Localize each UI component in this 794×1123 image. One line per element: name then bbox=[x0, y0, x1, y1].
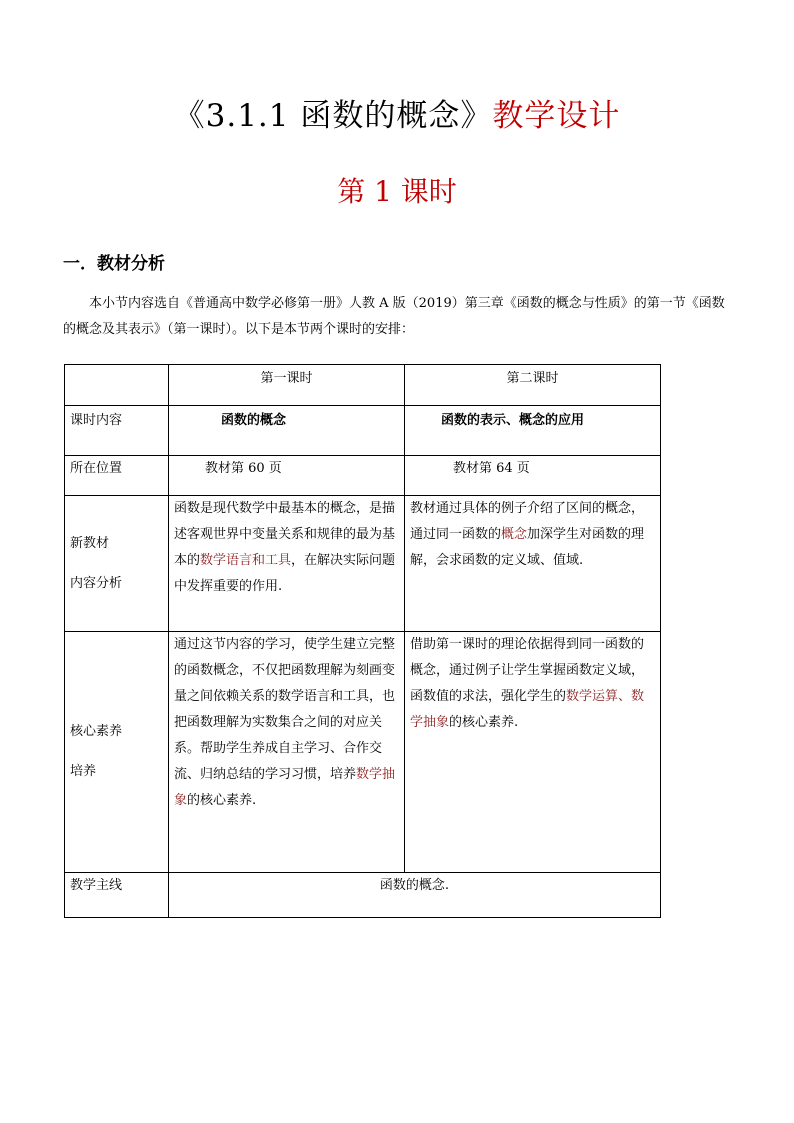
table-row-position bbox=[65, 456, 661, 496]
row-label-position: 所在位置 bbox=[65, 456, 169, 496]
literacy-1-highlight: 数学抽象 bbox=[174, 767, 396, 808]
cell-analysis-lesson-1 bbox=[169, 496, 405, 632]
cell-literacy-lesson-2 bbox=[405, 632, 661, 873]
intro-paragraph: 本小节内容选自《普通高中数学必修第一册》人教 A 版（2019）第三章《函数的概念与性质》的第一节《函数的概念及其表示》（第一课时）。以下是本节两个课时的安排： bbox=[63, 296, 725, 337]
row-label-analysis bbox=[65, 496, 169, 632]
header-cell-lesson-1: 第一课时 bbox=[169, 365, 405, 406]
lesson-table bbox=[64, 364, 661, 918]
cell-position-lesson-1: 教材第 60 页 bbox=[169, 456, 405, 496]
cell-analysis-lesson-2 bbox=[405, 496, 661, 632]
analysis-1-text: 函数是现代数学中最基本的概念，是描述客观世界中变量关系和规律的最为基本的 bbox=[174, 501, 396, 568]
cell-mainline: 函数的概念. bbox=[169, 873, 661, 918]
title-accent: 教学设计 bbox=[492, 98, 621, 134]
analysis-2-text-end: 加深学生对函数的理解，会求函数的定义域、值域. bbox=[410, 527, 645, 568]
analysis-2-highlight: 概念 bbox=[501, 527, 528, 542]
row-label-content: 课时内容 bbox=[65, 406, 169, 456]
literacy-2-text: 借助第一课时的理论依据得到同一函数的概念，通过例子让学生掌握函数定义域，函数值的求法，强化学生的 bbox=[410, 637, 645, 704]
table-row-analysis bbox=[65, 496, 661, 632]
table-header-row bbox=[65, 365, 661, 406]
document-subtitle: 第 1 课时 bbox=[337, 175, 457, 208]
section-heading: 一．教材分析 bbox=[63, 254, 165, 274]
header-cell-empty bbox=[65, 365, 169, 406]
table-row-content bbox=[65, 406, 661, 456]
cell-content-lesson-2: 函数的表示、概念的应用 bbox=[405, 406, 661, 456]
literacy-2-text-end: 的核心素养. bbox=[449, 715, 519, 730]
row-label-analysis-line2: 内容分析 bbox=[70, 575, 123, 591]
cell-content-lesson-1: 函数的概念 bbox=[169, 406, 405, 456]
literacy-1-text-end: 的核心素养. bbox=[187, 793, 257, 808]
table-row-mainline bbox=[65, 873, 661, 918]
title-main: 《3.1.1 函数的概念》 bbox=[173, 98, 493, 134]
analysis-2-text: 教材通过具体的例子介绍了区间的概念，通过同一函数的 bbox=[410, 501, 645, 542]
analysis-1-highlight: 数学语言和工具 bbox=[200, 553, 292, 568]
literacy-1-text: 通过这节内容的学习，使学生建立完整的函数概念，不仅把函数理解为刻画变量之间依赖关系的数学语言和工具，也把函数理解为实数集合之间的对应关系。帮助学生养成自主学习、合作交流、归纳总结的学习习惯，培养 bbox=[174, 637, 396, 782]
cell-position-lesson-2: 教材第 64 页 bbox=[405, 456, 661, 496]
table-row-literacy bbox=[65, 632, 661, 873]
analysis-1-text-end: ，在解决实际问题中发挥重要的作用. bbox=[174, 553, 396, 594]
cell-literacy-lesson-1 bbox=[169, 632, 405, 873]
literacy-2-highlight: 数学运算、数学抽象 bbox=[410, 689, 645, 730]
row-label-literacy-line2: 培养 bbox=[70, 764, 97, 779]
row-label-mainline: 教学主线 bbox=[65, 873, 169, 918]
header-cell-lesson-2: 第二课时 bbox=[405, 365, 661, 406]
row-label-analysis-line1: 新教材 bbox=[70, 535, 110, 551]
row-label-literacy bbox=[65, 632, 169, 873]
document-title bbox=[0, 96, 794, 136]
row-label-literacy-line1: 核心素养 bbox=[70, 724, 123, 739]
